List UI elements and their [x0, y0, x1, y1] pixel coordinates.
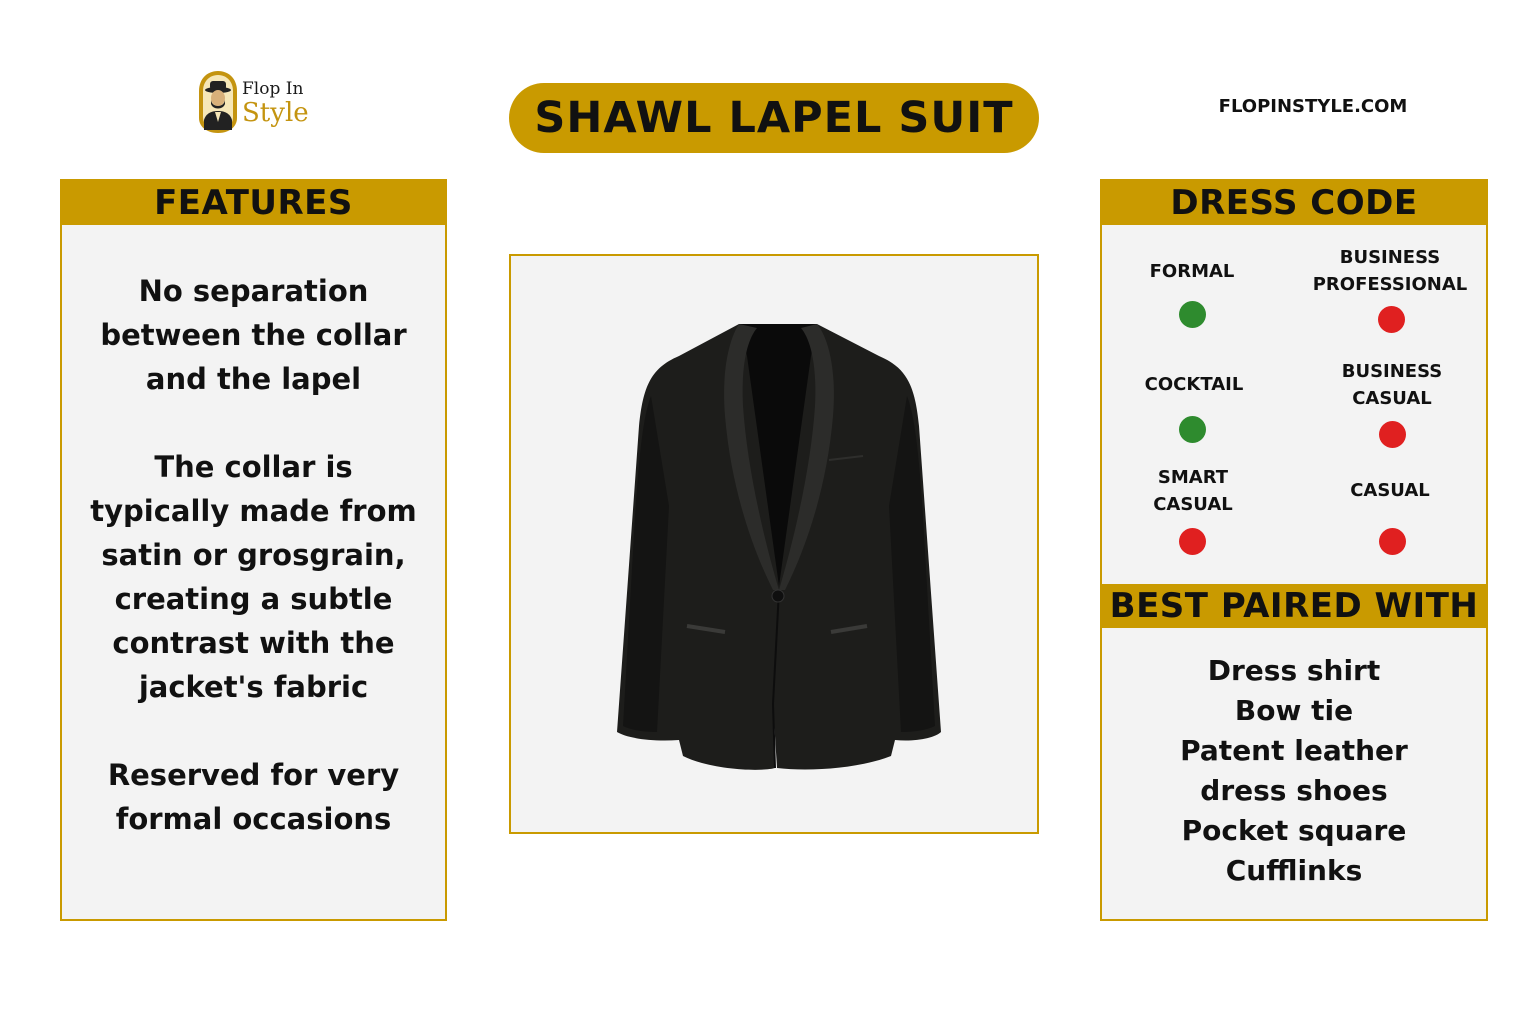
dress-code-label-cocktail: COCKTAIL [1144, 374, 1244, 395]
paired-item: dress shoes [1200, 774, 1388, 807]
paired-item: Dress shirt [1207, 654, 1381, 687]
shawl-lapel-jacket-icon [511, 256, 1037, 832]
dress-code-heading: DRESS CODE [1102, 181, 1486, 225]
paired-item: Patent leather [1180, 734, 1408, 767]
paired-item: Cufflinks [1225, 854, 1363, 887]
features-panel [60, 179, 447, 921]
status-dot-business-professional [1378, 306, 1405, 333]
paired-item: Bow tie [1234, 694, 1354, 727]
dress-code-label-business-casual: BUSINESS CASUAL [1341, 361, 1443, 409]
logo-text-top: Flop In [242, 79, 304, 99]
best-paired-list [1102, 651, 1486, 891]
dress-code-label-casual: CASUAL [1350, 480, 1430, 501]
site-url: FLOPINSTYLE.COM [1218, 96, 1408, 117]
logo-text-bottom: Style [242, 98, 309, 128]
dress-code-panel [1100, 179, 1488, 921]
feature-item: No separation between the collar and the lapel [100, 274, 407, 396]
status-dot-smart-casual [1179, 528, 1206, 555]
status-dot-business-casual [1379, 421, 1406, 448]
status-dot-casual [1379, 528, 1406, 555]
brand-logo [198, 70, 328, 136]
status-dot-formal [1179, 301, 1206, 328]
feature-item: Reserved for very formal occasions [107, 758, 400, 836]
dress-code-label-formal: FORMAL [1149, 261, 1235, 282]
paired-item: Pocket square [1181, 814, 1407, 847]
dress-code-label-business-professional: BUSINESS PROFESSIONAL [1312, 247, 1468, 295]
best-paired-heading: BEST PAIRED WITH [1102, 584, 1486, 628]
dress-code-label-smart-casual: SMART CASUAL [1153, 467, 1233, 515]
features-list [62, 225, 445, 841]
status-dot-cocktail [1179, 416, 1206, 443]
features-heading: FEATURES [62, 181, 445, 225]
feature-item: The collar is typically made from satin or grosgrain, creating a subtle contrast with the jacket's fabric [90, 450, 417, 704]
product-image-frame [509, 254, 1039, 834]
title-banner [509, 83, 1039, 153]
man-in-hat-logo-icon [198, 70, 238, 134]
page-title: SHAWL LAPEL SUIT [534, 93, 1014, 143]
